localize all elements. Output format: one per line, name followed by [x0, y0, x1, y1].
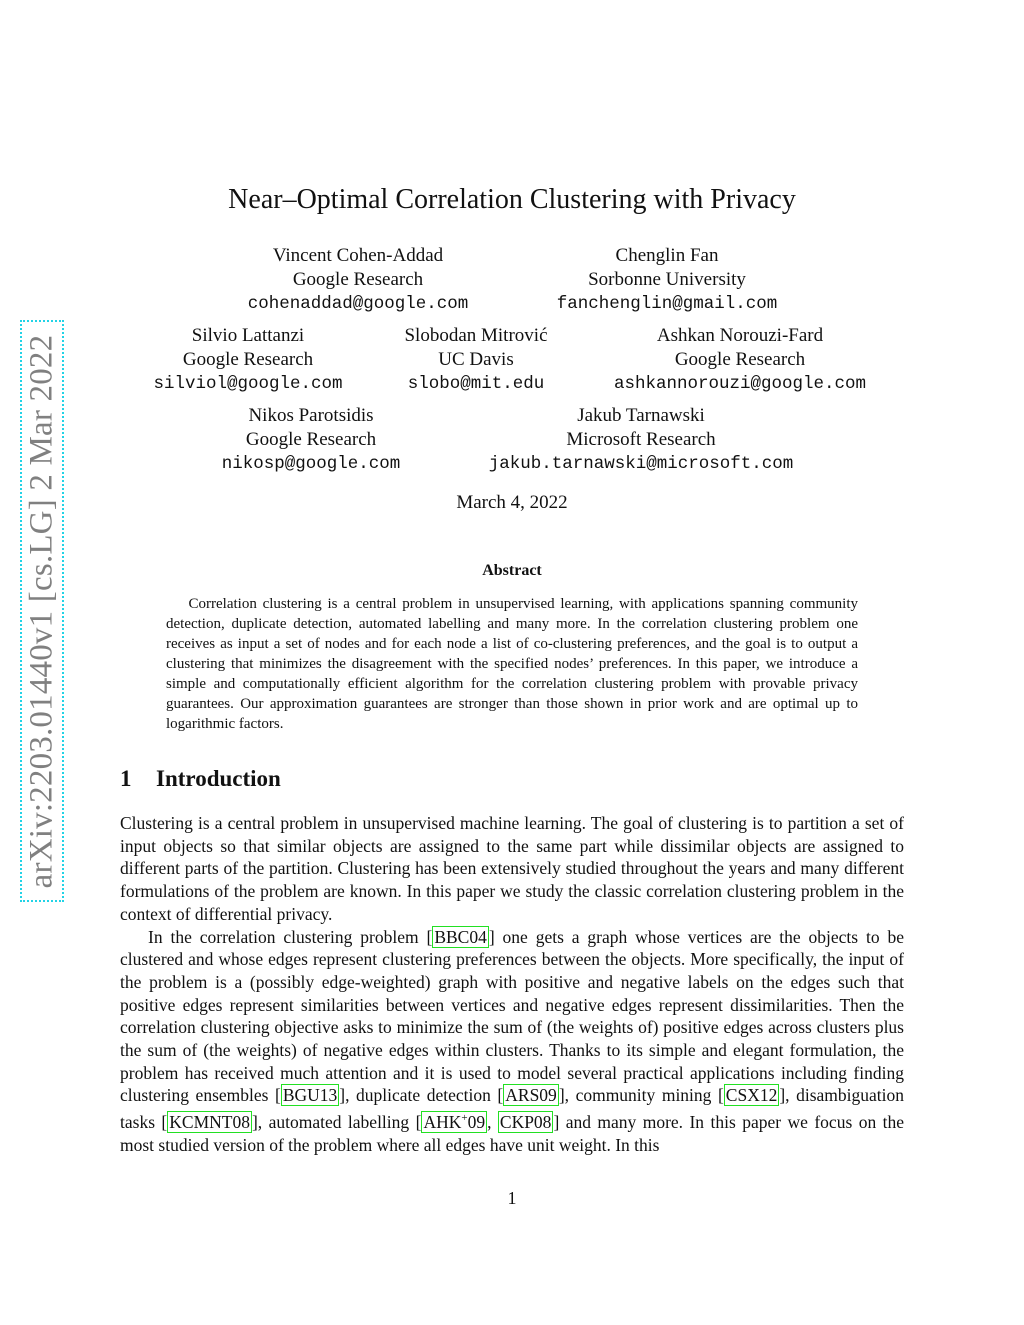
- paragraph: In the correlation clustering problem [ BBC04 ] one gets a graph whose vertices are the objects to be clustered and whose edges represent clustering preferences between the objects. More specifically, the input of the problem is a (possibly edge-weighted) graph with positive and negative labels on the edges such that positive edges represent similarities between vertices and negative edges represent dissimilarities. Then the correlation clustering objective asks to minimize the sum of (the weights of) positive edges across clusters plus the sum of (the weights) of negative edges within clusters. Thanks to its simple and elegant formulation, the problem has received much attention and it is used to model several practical applications including finding clustering ensembles [ BGU13 ], duplicate detection [ ARS09 ], community mining [ CSX12 ], disambiguation tasks [ KCMNT08 ], automated labelling [ AHK+09 , CKP08 ] and many more. In this paper we focus on the most studied version of the problem where all edges have unit weight. In this: [120, 926, 905, 1155]
- author-block: [222, 404, 401, 476]
- author-name: Chenglin Fan: [615, 245, 719, 266]
- section-number: 1: [120, 766, 132, 791]
- author-affiliation: Google Research: [182, 349, 314, 370]
- page-number: 1: [507, 1188, 517, 1208]
- author-name: Nikos Parotsidis: [248, 405, 374, 426]
- citation-link[interactable]: BGU13: [282, 1085, 338, 1106]
- arxiv-identifier-text: arXiv:2203.01440v1 [cs.LG] 2 Mar 2022: [23, 334, 60, 888]
- author-affiliation: Google Research: [674, 349, 806, 370]
- author-name: Silvio Lattanzi: [191, 325, 305, 346]
- section-title: Introduction: [156, 766, 281, 791]
- author-email[interactable]: cohenaddad@google.com: [247, 294, 469, 314]
- author-block: [248, 244, 469, 316]
- author-email[interactable]: fanchenglin@gmail.com: [556, 294, 778, 314]
- citation-link[interactable]: CKP08: [499, 1111, 552, 1132]
- arxiv-identifier-stamp[interactable]: [20, 320, 64, 902]
- author-affiliation: Google Research: [245, 429, 377, 450]
- author-block: [614, 324, 866, 396]
- author-affiliation: Google Research: [292, 269, 424, 290]
- author-email[interactable]: ashkannorouzi@google.com: [613, 374, 867, 394]
- author-affiliation: Microsoft Research: [566, 429, 716, 450]
- author-email[interactable]: jakub.tarnawski@microsoft.com: [488, 454, 794, 474]
- introduction-body: [120, 812, 904, 1156]
- author-block: [404, 324, 547, 396]
- section-heading: [120, 766, 281, 792]
- author-name: Ashkan Norouzi-Fard: [656, 325, 824, 346]
- paper-title: Near–Optimal Correlation Clustering with Privacy: [228, 184, 796, 215]
- author-email[interactable]: silviol@google.com: [153, 374, 343, 394]
- author-affiliation: UC Davis: [438, 349, 514, 370]
- author-name: Jakub Tarnawski: [577, 405, 705, 426]
- author-affiliation: Sorbonne University: [588, 269, 746, 290]
- author-block: [557, 244, 778, 316]
- publication-date: March 4, 2022: [456, 492, 568, 513]
- author-email[interactable]: slobo@mit.edu: [407, 374, 545, 394]
- abstract-heading: Abstract: [482, 562, 542, 579]
- author-name: Vincent Cohen-Addad: [272, 245, 444, 266]
- citation-link[interactable]: KCMNT08: [169, 1111, 250, 1132]
- author-block: [153, 324, 342, 396]
- author-email[interactable]: nikosp@google.com: [221, 454, 401, 474]
- citation-link[interactable]: AHK+09: [423, 1111, 486, 1132]
- abstract-text: Correlation clustering is a central problem in unsupervised learning, with applications spanning community detection, duplicate detection, automated labelling and many more. In the correlation clustering problem one receives as input a set of nodes and for each node a list of co-clustering preferences, and the goal is to output a clustering that minimizes the disagreement with the specified nodes’ preferences. In this paper, we introduce a simple and computationally efficient algorithm for the correlation clustering problem with provable privacy guarantees. Our approximation guarantees are stronger than those shown in prior work and are optimal up to logarithmic factors.: [166, 596, 858, 732]
- author-block: [489, 404, 794, 476]
- paragraph: Clustering is a central problem in unsupervised machine learning. The goal of clustering is to partition a set of input objects so that similar objects are assigned to the same part while dissimilar objects are assigned to different parts of the partition. Clustering has been extensively studied throughout the years and many different formulations of the problem are known. In this paper we study the classic correlation clustering problem in the context of differential privacy.: [120, 813, 904, 924]
- author-name: Slobodan Mitrović: [404, 325, 548, 346]
- citation-link[interactable]: BBC04: [434, 926, 487, 947]
- citation-link[interactable]: CSX12: [725, 1085, 778, 1106]
- citation-link[interactable]: ARS09: [505, 1085, 557, 1106]
